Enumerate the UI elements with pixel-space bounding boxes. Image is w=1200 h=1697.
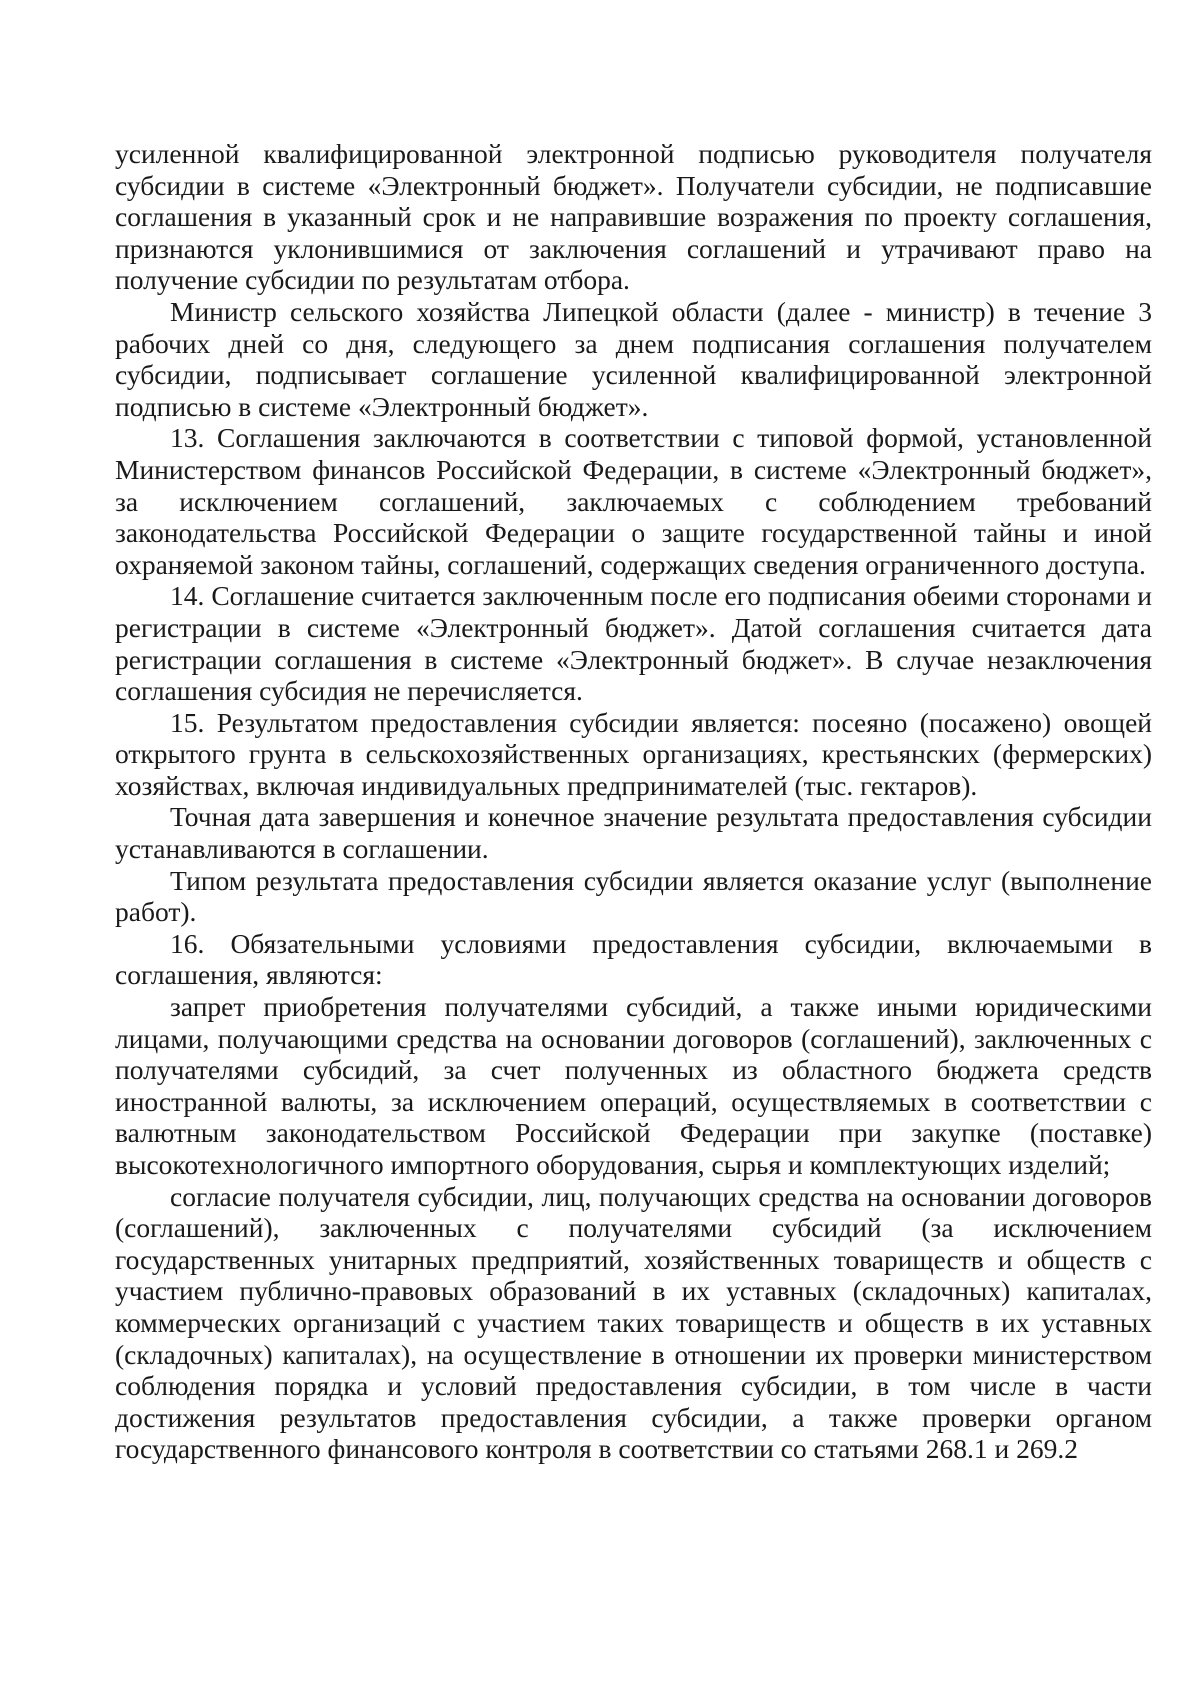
paragraph-currency-ban: запрет приобретения получателями субсидий, а также иными юридическими лицами, получающими средства на основании договоров (соглашений), заключенных с получателями субсидий, за счет полученных из областного бюджета средств иностранной валюты, за исключением операций, осуществляемых в соответствии с валютным законодательством Российской Федерации при закупке (поставке) высокотехнологичного импортного оборудования, сырья и комплектующих изделий; (115, 991, 1152, 1180)
paragraph-result-date: Точная дата завершения и конечное значение результата предоставления субсидии устанавливаются в соглашении. (115, 801, 1152, 865)
paragraph-item-13: 13. Соглашения заключаются в соответствии с типовой формой, установленной Министерством финансов Российской Федерации, в системе «Электронный бюджет», за исключением соглашений, заключаемых с соблюдением требований законодательства Российской Федерации о защите государственной тайны и иной охраняемой законом тайны, соглашений, содержащих сведения ограниченного доступа. (115, 422, 1152, 580)
paragraph-continuation: усиленной квалифицированной электронной подписью руководителя получателя субсидии в системе «Электронный бюджет». Получатели субсидии, не подписавшие соглашения в указанный срок и не направившие возражения по проекту соглашения, признаются уклонившимися от заключения соглашений и утрачивают право на получение субсидии по результатам отбора. (115, 138, 1152, 296)
paragraph-consent: согласие получателя субсидии, лиц, получающих средства на основании договоров (соглашений), заключенных с получателями субсидий (за исключением государственных унитарных предприятий, хозяйственных товариществ и обществ с участием публично-правовых образований в их уставных (складочных) капиталах, коммерческих организаций с участием таких товариществ и обществ в их уставных (складочных) капиталах), на осуществление в отношении их проверки министерством соблюдения порядка и условий предоставления субсидии, в том числе в части достижения результатов предоставления субсидии, а также проверки органом государственного финансового контроля в соответствии со статьями 268.1 и 269.2 (115, 1180, 1152, 1465)
document-page (115, 138, 1152, 1465)
paragraph-minister-signing: Министр сельского хозяйства Липецкой области (далее - министр) в течение 3 рабочих дней со дня, следующего за днем подписания соглашения получателем субсидии, подписывает соглашение усиленной квалифицированной электронной подписью в системе «Электронный бюджет». (115, 295, 1152, 422)
paragraph-result-type: Типом результата предоставления субсидии является оказание услуг (выполнение работ). (115, 864, 1152, 928)
paragraph-item-14: 14. Соглашение считается заключенным после его подписания обеими сторонами и регистрации в системе «Электронный бюджет». Датой соглашения считается дата регистрации соглашения в системе «Электронный бюджет». В случае незаключения соглашения субсидия не перечисляется. (115, 580, 1152, 707)
paragraph-item-15: 15. Результатом предоставления субсидии является: посеяно (посажено) овощей открытого грунта в сельскохозяйственных организациях, крестьянских (фермерских) хозяйствах, включая индивидуальных предпринимателей (тыс. гектаров). (115, 706, 1152, 801)
paragraph-item-16: 16. Обязательными условиями предоставления субсидии, включаемыми в соглашения, являются: (115, 927, 1152, 991)
